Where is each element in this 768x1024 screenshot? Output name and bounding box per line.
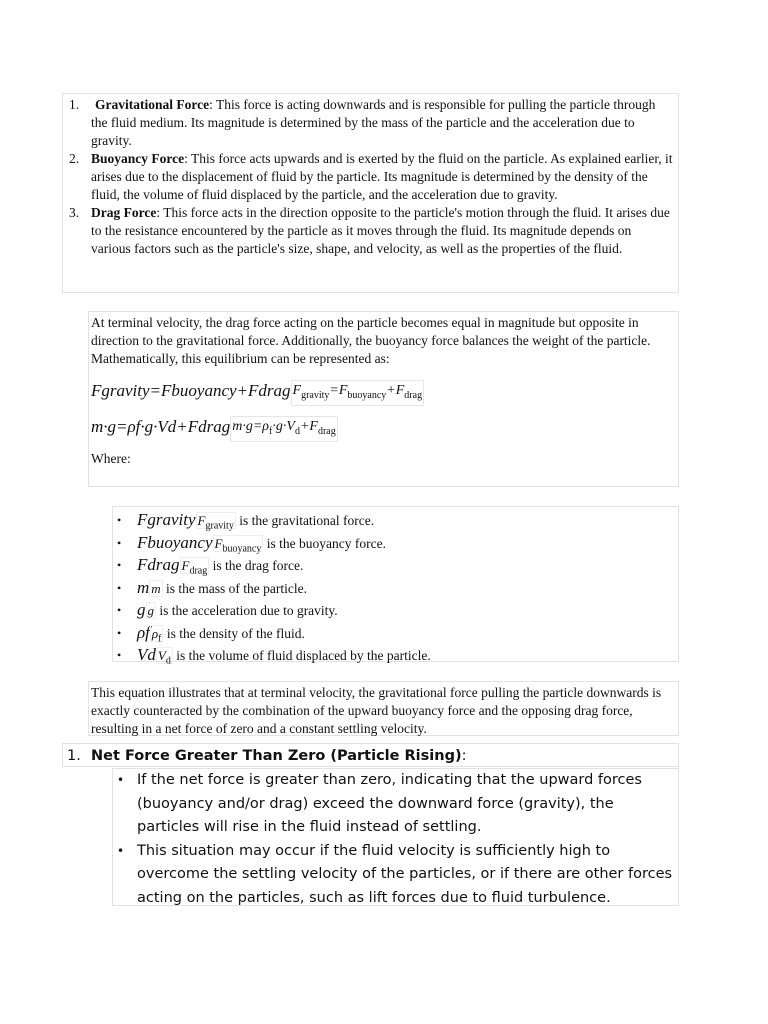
eq-symbol: F xyxy=(214,535,223,551)
list-item xyxy=(115,599,674,622)
list-item xyxy=(115,509,674,532)
force-description: : This force acts upwards and is exerted by the fluid on the particle. As explained earlier, it arises due to the displacement of fluid by the particle. Its magnitude is determined by the density of the fluid, the volume of fluid displaced by the particle, and the acceleration due to gravity. xyxy=(91,151,673,202)
eq-subscript: buoyancy xyxy=(347,389,387,401)
eq-symbol: F xyxy=(197,513,206,528)
list-number: 1. xyxy=(67,748,81,764)
force-term: Drag Force xyxy=(91,205,157,220)
list-item xyxy=(115,622,674,645)
bullet-icon: • xyxy=(117,558,122,572)
list-item xyxy=(67,96,674,150)
heading-colon: : xyxy=(461,748,467,764)
equation-rendered xyxy=(291,380,425,407)
list-item xyxy=(115,554,674,577)
list-item xyxy=(67,150,674,204)
list-item xyxy=(67,204,674,258)
variable-symbol-rendered xyxy=(213,535,264,555)
bullet-text: This situation may occur if the fluid velocity is sufficiently high to overcome the settling velocity of the particles, or if there are other forces acting on the particles, such as lift forces due to fluid turbulence. xyxy=(137,842,673,906)
equation-force-balance xyxy=(91,378,676,404)
eq-subscript: buoyancy xyxy=(222,543,262,555)
eq-symbol: F xyxy=(292,382,302,398)
equation-text: m·g=ρf·g·Vd+Fdrag xyxy=(91,417,231,436)
variable-symbol: Vd xyxy=(137,645,156,664)
variable-symbol-rendered xyxy=(150,625,164,645)
bullet-icon: • xyxy=(117,603,122,617)
list-number: 1. xyxy=(69,97,80,112)
variables-list xyxy=(115,509,674,667)
eq-symbol: ·g·V xyxy=(272,418,295,434)
eq-symbol: g xyxy=(147,603,154,618)
variable-symbol-rendered xyxy=(156,647,173,667)
variable-symbol-rendered xyxy=(146,602,157,619)
bullet-icon: • xyxy=(117,513,122,527)
eq-symbol: m xyxy=(151,580,161,596)
list-item xyxy=(115,644,674,667)
variable-description: is the density of the fluid. xyxy=(163,625,305,641)
forces-list-block xyxy=(62,93,679,293)
bullet-icon: • xyxy=(117,843,125,858)
list-number: 2. xyxy=(69,151,80,166)
eq-subscript: drag xyxy=(317,425,336,437)
where-label: Where: xyxy=(91,451,131,466)
list-item xyxy=(115,840,674,911)
net-force-heading-block xyxy=(62,743,679,767)
bullet-icon: • xyxy=(117,648,122,662)
force-term: Gravitational Force xyxy=(95,97,210,112)
eq-subscript: f xyxy=(158,633,162,645)
list-item xyxy=(115,577,674,600)
force-term: Buoyancy Force xyxy=(91,151,185,166)
list-number: 3. xyxy=(69,205,80,220)
summary-paragraph: This equation illustrates that at terminal velocity, the gravitational force pulling the particle downwards is exactly counteracted by the combination of the upward buoyancy force and the opposing drag force, resulting in a net force of zero and a constant settling velocity. xyxy=(91,685,662,736)
terminal-paragraph: At terminal velocity, the drag force acting on the particle becomes equal in magnitude but opposite in direction to the gravitational force. Additionally, the buoyancy force balances the weight of the particle. Mathematically, this equilibrium can be represented as: xyxy=(91,315,651,366)
list-item xyxy=(115,769,674,840)
force-description: : This force is acting downwards and is responsible for pulling the particle through the fluid medium. Its magnitude is determined by the mass of the particle and the acceleration due to gravity. xyxy=(91,97,656,148)
bullet-icon: • xyxy=(117,535,122,550)
net-force-bullets xyxy=(115,769,674,910)
variable-symbol: ρf xyxy=(137,622,150,642)
variable-description: is the gravitational force. xyxy=(235,513,375,528)
variable-symbol-rendered xyxy=(149,580,162,597)
eq-symbol: +F xyxy=(299,418,318,434)
eq-subscript: drag xyxy=(189,565,208,577)
bullet-icon: • xyxy=(117,580,122,595)
bullet-text: If the net force is greater than zero, indicating that the upward forces (buoyancy and/or drag) exceed the downward force (gravity), the particles will rise in the fluid instead of settling. xyxy=(137,772,642,835)
variables-block xyxy=(112,506,679,667)
equation-text: Fgravity=Fbuoyancy+Fdrag xyxy=(91,381,291,400)
variable-description: is the drag force. xyxy=(209,558,304,573)
variable-description: is the acceleration due to gravity. xyxy=(156,603,338,618)
eq-subscript: d xyxy=(294,425,300,437)
eq-symbol: F xyxy=(181,558,190,573)
eq-symbol: +F xyxy=(386,382,405,398)
variable-symbol: m xyxy=(137,577,150,597)
heading-text: Net Force Greater Than Zero (Particle Rising) xyxy=(91,748,462,764)
summary-block xyxy=(88,681,679,736)
net-force-heading xyxy=(67,744,674,768)
variable-symbol: g xyxy=(137,600,146,619)
net-force-bullets-block xyxy=(112,768,679,906)
variable-symbol-rendered xyxy=(180,557,210,577)
forces-list xyxy=(67,96,674,258)
bullet-icon: • xyxy=(117,773,125,787)
variable-description: is the mass of the particle. xyxy=(162,580,308,596)
equation-expanded xyxy=(91,414,676,440)
list-item xyxy=(115,532,674,555)
variable-symbol-rendered xyxy=(196,512,236,532)
eq-subscript: d xyxy=(165,655,171,667)
bullet-icon: • xyxy=(117,625,122,640)
variable-symbol: Fdrag xyxy=(137,555,180,574)
eq-subscript: gravity xyxy=(301,389,330,401)
variable-symbol: Fgravity xyxy=(137,510,196,529)
force-description: : This force acts in the direction opposite to the particle's motion through the fluid. It arises due to the resistance encountered by the particle as it moves through the fluid. Its magnitude depends on various factors such as the particle's size, shape, and velocity, as well as the properties of the fluid. xyxy=(91,205,670,256)
eq-symbol: =F xyxy=(329,382,348,398)
eq-subscript: gravity xyxy=(205,520,234,532)
terminal-velocity-block xyxy=(88,311,679,487)
variable-description: is the volume of fluid displaced by the particle. xyxy=(172,648,431,663)
eq-subscript: f xyxy=(269,425,273,437)
variable-symbol: Fbuoyancy xyxy=(137,532,213,552)
eq-subscript: drag xyxy=(404,389,423,401)
eq-symbol: ρ xyxy=(151,625,159,641)
equation-rendered xyxy=(230,416,337,443)
variable-description: is the buoyancy force. xyxy=(263,535,386,551)
eq-symbol: m·g=ρ xyxy=(232,418,270,434)
eq-symbol: V xyxy=(157,648,166,663)
